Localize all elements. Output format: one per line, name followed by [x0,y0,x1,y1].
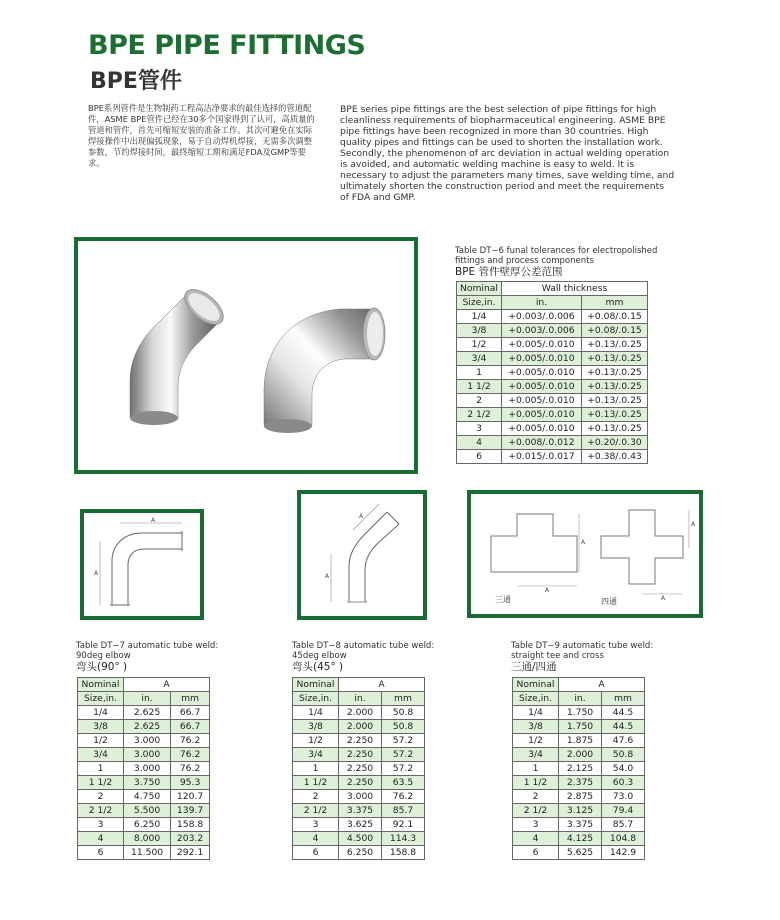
cell-size: 1 1/2 [293,776,339,790]
header-nominal: Nominal [457,282,502,296]
cell-in: 2.625 [124,720,171,734]
cell-in: 3.000 [339,790,382,804]
cell-size: 2 [78,790,124,804]
table-dt9-caption [511,641,711,674]
table-row [457,422,648,436]
table-row [513,818,645,832]
cell-mm: +0.13/.0.25 [581,380,647,394]
caption-line: 90deg elbow [76,651,131,661]
cell-mm: 60.3 [602,776,645,790]
elbow-45-drawing [301,494,423,616]
table-row [513,762,645,776]
cell-in: +0.003/.0.006 [502,324,582,338]
dim-a-label: A [151,517,156,524]
page-title-cn: BPE管件 [90,69,182,94]
cell-in: 2.250 [339,748,382,762]
table-row [457,450,648,464]
cell-in: 2.000 [339,720,382,734]
dim-a-label: A [581,539,586,546]
cell-in: 3.625 [339,818,382,832]
cell-in: +0.005/.0.010 [502,366,582,380]
table-row [457,366,648,380]
header-mm: mm [602,692,645,706]
table-row [293,748,425,762]
table-dt7-90deg-elbow [77,677,210,860]
table-row [293,706,425,720]
cell-mm: +0.13/.0.25 [581,366,647,380]
cell-mm: +0.13/.0.25 [581,422,647,436]
table-row [78,832,210,846]
cell-mm: 73.0 [602,790,645,804]
cell-mm: 50.8 [382,720,425,734]
cell-in: +0.005/.0.010 [502,422,582,436]
header-size: Size,in. [513,692,559,706]
table-row [78,762,210,776]
cell-mm: 63.5 [382,776,425,790]
cell-mm: +0.38/.0.43 [581,450,647,464]
table-dt6-caption [455,246,685,279]
tee-cross-drawing [471,494,699,614]
cell-size: 3/8 [78,720,124,734]
dim-a-label: A [545,587,550,594]
cell-in: +0.005/.0.010 [502,380,582,394]
cell-mm: 292.1 [171,846,210,860]
cell-mm: 158.8 [382,846,425,860]
cell-mm: +0.08/.0.15 [581,310,647,324]
cell-mm: 57.2 [382,734,425,748]
header-size: Size,in. [457,296,502,310]
table-row [293,720,425,734]
cell-in: 3.750 [124,776,171,790]
cell-mm: 57.2 [382,762,425,776]
cell-in: 2.250 [339,776,382,790]
table-row [457,310,648,324]
table-row [293,762,425,776]
dim-a-label: A [691,521,696,528]
table-row [78,720,210,734]
cell-in: 2.375 [559,776,602,790]
cell-in: 3.375 [339,804,382,818]
cell-mm: 44.5 [602,706,645,720]
table-dt7-caption [76,641,276,674]
cell-mm: 85.7 [602,818,645,832]
header-nominal: Nominal [513,678,559,692]
cell-mm: 95.3 [171,776,210,790]
table-row [457,408,648,422]
header-a: A [339,678,425,692]
cell-mm: 92.1 [382,818,425,832]
cell-size: 6 [293,846,339,860]
header-wall-thickness: Wall thickness [502,282,648,296]
table-dt6-wall-thickness [456,281,648,464]
header-size: Size,in. [78,692,124,706]
header-a: A [124,678,210,692]
header-in: in. [339,692,382,706]
cell-mm: 79.4 [602,804,645,818]
table-dt8-45deg-elbow [292,677,425,860]
header-nominal: Nominal [293,678,339,692]
cell-size: 1 [457,366,502,380]
cell-size: 3/8 [513,720,559,734]
cell-mm: 139.7 [171,804,210,818]
cell-mm: 85.7 [382,804,425,818]
cell-in: 1.875 [559,734,602,748]
cell-mm: 66.7 [171,720,210,734]
cell-in: 5.625 [559,846,602,860]
table-row [293,776,425,790]
caption-line: 45deg elbow [292,651,347,661]
table-row [78,748,210,762]
header-in: in. [559,692,602,706]
header-mm: mm [581,296,647,310]
cell-size: 3 [293,818,339,832]
cell-size: 1 1/2 [78,776,124,790]
cell-size: 1/4 [78,706,124,720]
table-row [457,324,648,338]
cell-in: 6.250 [124,818,171,832]
table-row [513,706,645,720]
cell-size: 6 [78,846,124,860]
cell-size: 1/2 [513,734,559,748]
caption-line: straight tee and cross [511,651,604,661]
page-title: BPE PIPE FITTINGS [88,30,366,61]
cell-in: 3.000 [124,762,171,776]
cell-in: +0.005/.0.010 [502,338,582,352]
cell-mm: 158.8 [171,818,210,832]
table-row [513,846,645,860]
cell-in: 2.875 [559,790,602,804]
cell-in: 3.000 [124,748,171,762]
dim-a-label: A [94,570,99,577]
cell-mm: 120.7 [171,790,210,804]
cell-size: 3/4 [513,748,559,762]
caption-line: Table DT−9 automatic tube weld: [511,641,654,651]
table-row [78,706,210,720]
cell-in: +0.005/.0.010 [502,408,582,422]
diagram-tee-and-cross [467,490,703,618]
cell-size: 1/4 [293,706,339,720]
cell-in: 2.250 [339,762,382,776]
cell-in: 3.000 [124,734,171,748]
header-mm: mm [171,692,210,706]
cell-mm: 203.2 [171,832,210,846]
cell-size: 2 1/2 [457,408,502,422]
cell-size: 3 [457,422,502,436]
diagram-90deg-elbow [80,509,204,620]
cell-size: 6 [513,846,559,860]
cell-in: 1.750 [559,720,602,734]
tee-label: 三通 [495,595,511,604]
table-row [513,748,645,762]
cell-size: 2 1/2 [513,804,559,818]
caption-cn: 弯头(45° ) [292,661,344,673]
caption-line: Table DT−6 funal tolerances for electropolished [455,246,658,256]
table-row [293,804,425,818]
intro-text-en: BPE series pipe fittings are the best selection of pipe fittings for high cleanliness requirements of biopharmaceutical engineering. ASME BPE pipe fittings have been recognized in more than 30 countries. High quality pipes and fittings can be used to shorten the installation work. Secondly, the phenomenon of arc deviation in actual welding operation is avoided, and automatic welding machine is easy to weld. It is necessary to adjust the parameters many times, save welding time, and ultimately shorten the construction period and meet the requirements of FDA and GMP. [340,104,675,203]
cell-size: 3 [78,818,124,832]
cell-in: +0.008/.0.012 [502,436,582,450]
cell-mm: +0.13/.0.25 [581,338,647,352]
elbow-fittings-illustration [78,241,414,470]
elbow-90-drawing [84,513,200,616]
cell-size: 1/2 [293,734,339,748]
elbow-90-photo [264,308,385,433]
cell-size: 6 [457,450,502,464]
cell-in: +0.003/.0.006 [502,310,582,324]
cell-mm: +0.08/.0.15 [581,324,647,338]
cell-in: 4.750 [124,790,171,804]
cell-mm: +0.20/.0.30 [581,436,647,450]
cell-in: 2.125 [559,762,602,776]
cell-size: 3 [513,818,559,832]
cell-mm: 50.8 [382,706,425,720]
cell-in: 1.750 [559,706,602,720]
cell-size: 1 1/2 [513,776,559,790]
table-row [457,380,648,394]
cell-size: 2 [293,790,339,804]
table-row [293,818,425,832]
dim-a-label: A [661,595,666,602]
cell-mm: 57.2 [382,748,425,762]
caption-line: Table DT−8 automatic tube weld: [292,641,435,651]
table-row [457,338,648,352]
header-a: A [559,678,645,692]
cell-in: 2.000 [339,706,382,720]
cell-in: +0.015/.0.017 [502,450,582,464]
cell-in: 3.125 [559,804,602,818]
cell-size: 1/2 [457,338,502,352]
table-row [293,790,425,804]
cell-mm: 104.8 [602,832,645,846]
cell-in: 11.500 [124,846,171,860]
cell-size: 3/8 [457,324,502,338]
table-row [78,804,210,818]
cell-size: 4 [293,832,339,846]
cell-size: 3/4 [457,352,502,366]
caption-cn: 弯头(90° ) [76,661,128,673]
table-row [513,804,645,818]
cell-in: 4.125 [559,832,602,846]
cross-label: 四通 [601,597,617,606]
table-row [293,734,425,748]
cell-size: 3/8 [293,720,339,734]
table-row [78,734,210,748]
diagram-45deg-elbow [297,490,427,620]
cell-size: 1 [513,762,559,776]
cell-in: 2.625 [124,706,171,720]
intro-text-cn: BPE系列管件是生物制药工程高洁净要求的最佳选择的管道配件，ASME BPE管件已经在30多个国家得到了认可，高质量的管道和管件，首先可缩短安装的准备工作。其次可避免在实际焊接操作中出现偏弧现象，易于自动焊机焊接，无需多次调整参数，节约焊接时间，最终缩短工期和满足FDA及GMP等要求。 [88,103,315,168]
cell-mm: 66.7 [171,706,210,720]
table-row [293,832,425,846]
caption-cn: BPE 管件壁厚公差范围 [455,266,563,278]
cell-size: 3/4 [293,748,339,762]
header-in: in. [502,296,582,310]
cell-mm: +0.13/.0.25 [581,408,647,422]
cell-size: 4 [78,832,124,846]
table-row [78,846,210,860]
cell-in: +0.005/.0.010 [502,352,582,366]
cell-size: 1 1/2 [457,380,502,394]
cell-in: +0.005/.0.010 [502,394,582,408]
cell-size: 2 1/2 [78,804,124,818]
cell-mm: 76.2 [171,734,210,748]
cell-mm: 142.9 [602,846,645,860]
header-nominal: Nominal [78,678,124,692]
cell-in: 6.250 [339,846,382,860]
cell-in: 4.500 [339,832,382,846]
table-row [513,734,645,748]
cell-mm: 50.8 [602,748,645,762]
table-row [513,832,645,846]
table-row [457,352,648,366]
table-row [513,720,645,734]
cell-mm: 44.5 [602,720,645,734]
dim-a-label: A [359,513,364,520]
caption-cn: 三通/四通 [511,661,557,673]
table-dt8-caption [292,641,492,674]
cell-mm: 114.3 [382,832,425,846]
cell-mm: 76.2 [382,790,425,804]
caption-line: fittings and process components [455,256,594,266]
cell-size: 2 [513,790,559,804]
cell-in: 2.000 [559,748,602,762]
cell-size: 3/4 [78,748,124,762]
header-mm: mm [382,692,425,706]
table-row [293,846,425,860]
cell-mm: 47.6 [602,734,645,748]
table-dt9-tee-cross [512,677,645,860]
cell-size: 1/2 [78,734,124,748]
cell-size: 1/4 [513,706,559,720]
cell-in: 8.000 [124,832,171,846]
table-row [78,818,210,832]
cell-size: 4 [513,832,559,846]
cell-mm: 76.2 [171,762,210,776]
caption-line: Table DT−7 automatic tube weld: [76,641,219,651]
header-size: Size,in. [293,692,339,706]
product-photo [74,237,418,474]
dim-a-label: A [325,573,330,580]
cell-in: 3.375 [559,818,602,832]
cell-in: 2.250 [339,734,382,748]
cell-size: 1/4 [457,310,502,324]
table-row [78,790,210,804]
cell-size: 4 [457,436,502,450]
table-row [457,436,648,450]
header-in: in. [124,692,171,706]
cell-mm: +0.13/.0.25 [581,352,647,366]
cell-size: 2 1/2 [293,804,339,818]
cell-mm: 54.0 [602,762,645,776]
cell-mm: +0.13/.0.25 [581,394,647,408]
table-row [457,394,648,408]
cell-size: 1 [293,762,339,776]
table-row [513,776,645,790]
cell-size: 1 [78,762,124,776]
table-row [513,790,645,804]
elbow-45-photo [130,283,229,425]
cell-in: 5.500 [124,804,171,818]
table-row [78,776,210,790]
cell-size: 2 [457,394,502,408]
cell-mm: 76.2 [171,748,210,762]
